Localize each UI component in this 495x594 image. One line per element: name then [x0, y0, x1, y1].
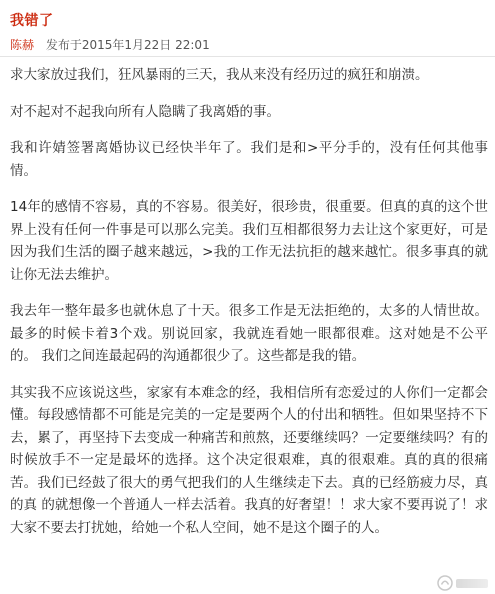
published-date: 2015年1月22日 22:01 [81, 38, 210, 52]
post-title: 我错了 [10, 13, 54, 29]
watermark-text-block [456, 579, 488, 588]
post-paragraph: 对不起对不起我向所有人隐瞒了我离婚的事。 [10, 103, 280, 120]
author-name[interactable]: 陈赫 [10, 38, 35, 52]
watermark-logo-icon [437, 575, 453, 591]
post-paragraph: 其实我不应该说这些，家家有本难念的经，我相信所有恋爱过的人你们一定都会懂。每段感情都不可能是完美的一定是要两个人的付出和牺牲。但如果坚持不下去，累了，再坚持下去变成一种痛苦和煎熬，还要继续吗？一定要继续吗？有的时候放手不一定是最坏的选择。这个决定很艰难，真的很艰难。真的真的很痛苦。我们已经鼓了很大的勇气把我们的人生继续走下去。真的已经筋疲力尽，真的真 的就想像一个普通人一样去活着。我真的好奢望！！求大家不要再说了！求大家不要去打扰她，给她一个私人空间，她不是这个圈子的人。 [10, 384, 488, 536]
post-paragraph: 我去年一整年最多也就休息了十天。很多工作是无法拒绝的，太多的人情世故。最多的时候卡着3个戏。别说回家，我就连看她一眼都很难。这对她是不公平的。 我们之间连最起码的沟通都很少了。这些都是我的错。 [10, 303, 488, 364]
post-meta [10, 36, 210, 53]
watermark [437, 574, 491, 592]
header-divider [0, 56, 495, 57]
post-paragraph: 我和许婧签署离婚协议已经快半年了。我们是和>平分手的，没有任何其他事情。 [10, 140, 488, 179]
post-header [0, 0, 495, 56]
post-paragraph: 求大家放过我们，狂风暴雨的三天，我从来没有经历过的疯狂和崩溃。 [10, 67, 429, 83]
published-prefix: 发布于 [45, 38, 82, 52]
post-body [10, 64, 488, 553]
post-paragraph: 14年的感情不容易，真的不容易。很美好，很珍贵，很重要。但真的真的这个世界上没有任何一件事是可以那么完美。我们互相都很努力去让这个家更好，可是因为我们生活的圈子越来越远，>我的工作无法抗拒的越来越忙。很多事真的就让你无法去维护。 [10, 199, 488, 283]
